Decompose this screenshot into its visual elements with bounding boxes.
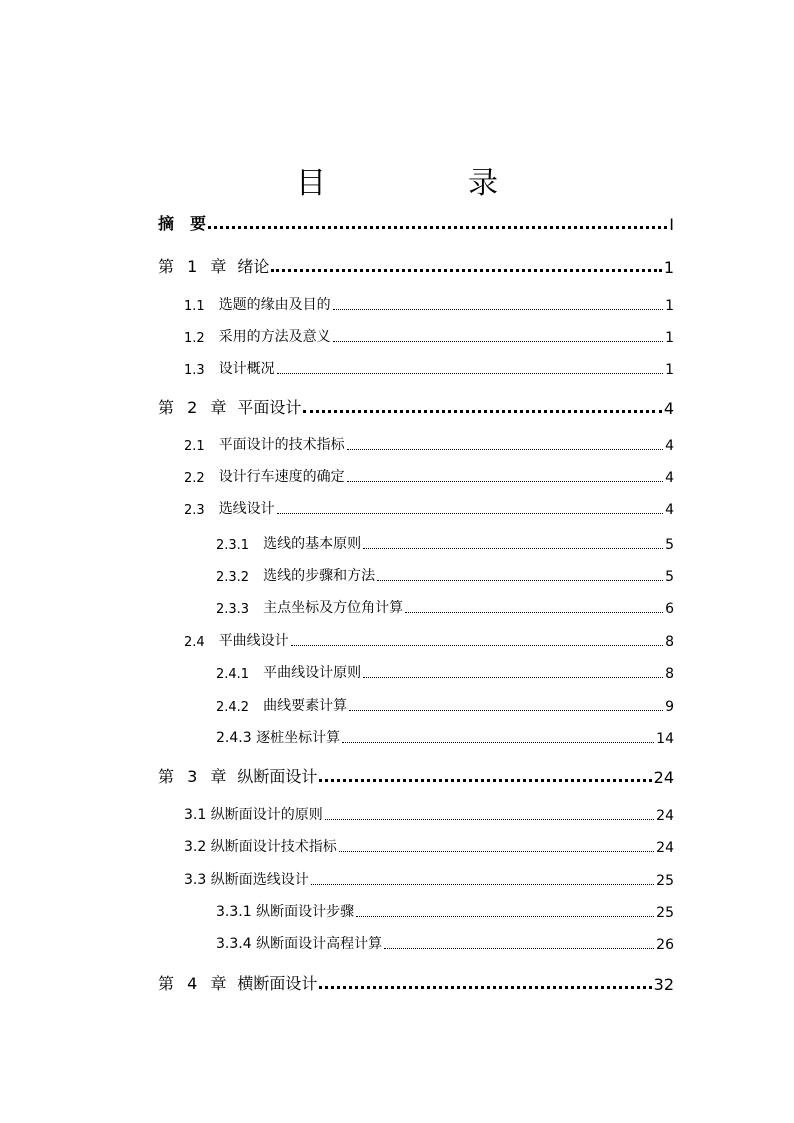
toc-entry-chapter-2[interactable] [158, 394, 674, 418]
toc-entry-2-4-2[interactable] [216, 695, 674, 715]
toc-leader [319, 985, 651, 989]
section-number: 1.2 [184, 331, 205, 346]
toc-leader [377, 579, 663, 581]
chapter-number: 第 3 章 [158, 767, 228, 786]
toc-leader [291, 644, 663, 646]
toc-page-number: 1 [665, 362, 674, 378]
toc-page-number: 5 [665, 569, 674, 585]
toc-page-number: 8 [665, 666, 674, 682]
toc-entry-abstract[interactable] [158, 210, 674, 234]
chapter-number: 第 1 章 [158, 257, 228, 276]
toc-leader [347, 480, 663, 482]
chapter-number: 第 4 章 [158, 974, 228, 993]
toc-page-number: 25 [656, 905, 674, 921]
toc-entry-label: 纵断面设计 [237, 767, 318, 786]
section-number: 2.4.1 [216, 667, 250, 682]
toc-leader [311, 883, 654, 885]
toc-page-number: 4 [665, 438, 674, 454]
toc-leader [277, 512, 663, 514]
toc-entry-label: 平面设计的技术指标 [218, 437, 345, 453]
toc-page-number: 4 [665, 502, 674, 518]
section-number: 2.3.1 [216, 538, 250, 553]
section-number: 2.3.3 [216, 602, 250, 617]
toc-entry-label: 主点坐标及方位角计算 [263, 600, 404, 616]
toc-page-number: 8 [665, 634, 674, 650]
toc-entry-3-2[interactable] [184, 836, 674, 856]
chapter-number: 第 2 章 [158, 398, 228, 417]
toc-page-number: 25 [656, 873, 674, 889]
toc-entry-2-3-2[interactable] [216, 565, 674, 585]
toc-entry-label: 设计概况 [218, 361, 275, 377]
toc-page-number: 5 [665, 537, 674, 553]
toc-page-number: 24 [656, 808, 674, 824]
toc-entry-label: 平面设计 [237, 398, 302, 417]
toc-entry-chapter-1[interactable] [158, 253, 674, 277]
toc-leader [277, 372, 663, 374]
toc-leader [303, 409, 661, 413]
toc-entry-2-2[interactable] [184, 466, 674, 486]
toc-page-number: 4 [663, 399, 674, 418]
toc-entry-1-1[interactable] [184, 294, 674, 314]
toc-entry-label: 3.1 纵断面设计的原则 [184, 807, 323, 823]
toc-entry-1-3[interactable] [184, 358, 674, 378]
section-number: 2.3 [184, 503, 205, 518]
toc-leader [363, 547, 663, 549]
toc-entry-label: 绪论 [237, 257, 270, 276]
section-number: 2.4.2 [216, 700, 250, 715]
toc-entry-label: 平曲线设计 [218, 633, 289, 649]
toc-entry-label: 3.2 纵断面设计技术指标 [184, 839, 337, 855]
toc-entry-2-3-1[interactable] [216, 533, 674, 553]
toc-entry-label: 摘 要 [158, 214, 207, 233]
toc-entry-2-4-1[interactable] [216, 662, 674, 682]
toc-leader [356, 915, 654, 917]
toc-page-number: 26 [656, 937, 674, 953]
section-number: 2.2 [184, 471, 205, 486]
toc-page-number: 1 [663, 258, 674, 277]
toc-page-number: 24 [653, 768, 674, 787]
toc-entry-chapter-4[interactable] [158, 970, 674, 994]
toc-leader [333, 308, 663, 310]
toc-page-number: 14 [656, 731, 674, 747]
toc-leader [208, 225, 667, 229]
toc-leader [271, 268, 661, 272]
toc-entry-2-4[interactable] [184, 630, 674, 650]
toc-entry-label: 曲线要素计算 [263, 698, 348, 714]
toc-entry-label: 设计行车速度的确定 [218, 469, 345, 485]
toc-leader [384, 947, 654, 949]
toc-entry-label: 横断面设计 [237, 974, 318, 993]
toc-entry-2-4-3[interactable] [216, 727, 674, 747]
toc-entry-label: 3.3 纵断面选线设计 [184, 872, 309, 888]
toc-entry-label: 选题的缘由及目的 [218, 297, 331, 313]
toc-page-number: I [669, 215, 674, 234]
section-number: 2.3.2 [216, 570, 250, 585]
toc-entry-label: 选线设计 [218, 501, 275, 517]
toc-leader [405, 611, 663, 613]
toc-leader [339, 850, 654, 852]
toc-entry-label: 3.3.1 纵断面设计步骤 [216, 904, 355, 920]
toc-leader [333, 340, 663, 342]
toc-entry-1-2[interactable] [184, 326, 674, 346]
toc-entry-3-3-4[interactable] [216, 933, 674, 953]
toc-entry-2-3[interactable] [184, 498, 674, 518]
page-title: 目 录 [296, 166, 554, 201]
toc-page-number: 1 [665, 330, 674, 346]
toc-page-number: 24 [656, 840, 674, 856]
section-number: 2.4 [184, 635, 205, 650]
toc-entry-label: 采用的方法及意义 [218, 329, 331, 345]
toc-leader [347, 448, 663, 450]
section-number: 1.3 [184, 363, 205, 378]
toc-entry-chapter-3[interactable] [158, 763, 674, 787]
toc-leader [325, 818, 654, 820]
toc-entry-3-1[interactable] [184, 804, 674, 824]
toc-entry-3-3-1[interactable] [216, 901, 674, 921]
toc-entry-2-1[interactable] [184, 434, 674, 454]
toc-entry-2-3-3[interactable] [216, 597, 674, 617]
toc-page-number: 9 [665, 699, 674, 715]
toc-entry-label: 2.4.3 逐桩坐标计算 [216, 730, 341, 746]
section-number: 1.1 [184, 299, 205, 314]
toc-page-number: 4 [665, 470, 674, 486]
toc-leader [363, 676, 663, 678]
toc-leader [319, 778, 651, 782]
toc-leader [349, 709, 663, 711]
toc-page-number: 32 [653, 975, 674, 994]
toc-entry-3-3[interactable] [184, 869, 674, 889]
toc-page-number: 1 [665, 298, 674, 314]
section-number: 2.1 [184, 439, 205, 454]
toc-page-number: 6 [665, 601, 674, 617]
toc-entry-label: 选线的步骤和方法 [263, 568, 376, 584]
toc-entry-label: 3.3.4 纵断面设计高程计算 [216, 936, 383, 952]
toc-leader [342, 741, 654, 743]
toc-entry-label: 选线的基本原则 [263, 536, 362, 552]
toc-entry-label: 平曲线设计原则 [263, 665, 362, 681]
